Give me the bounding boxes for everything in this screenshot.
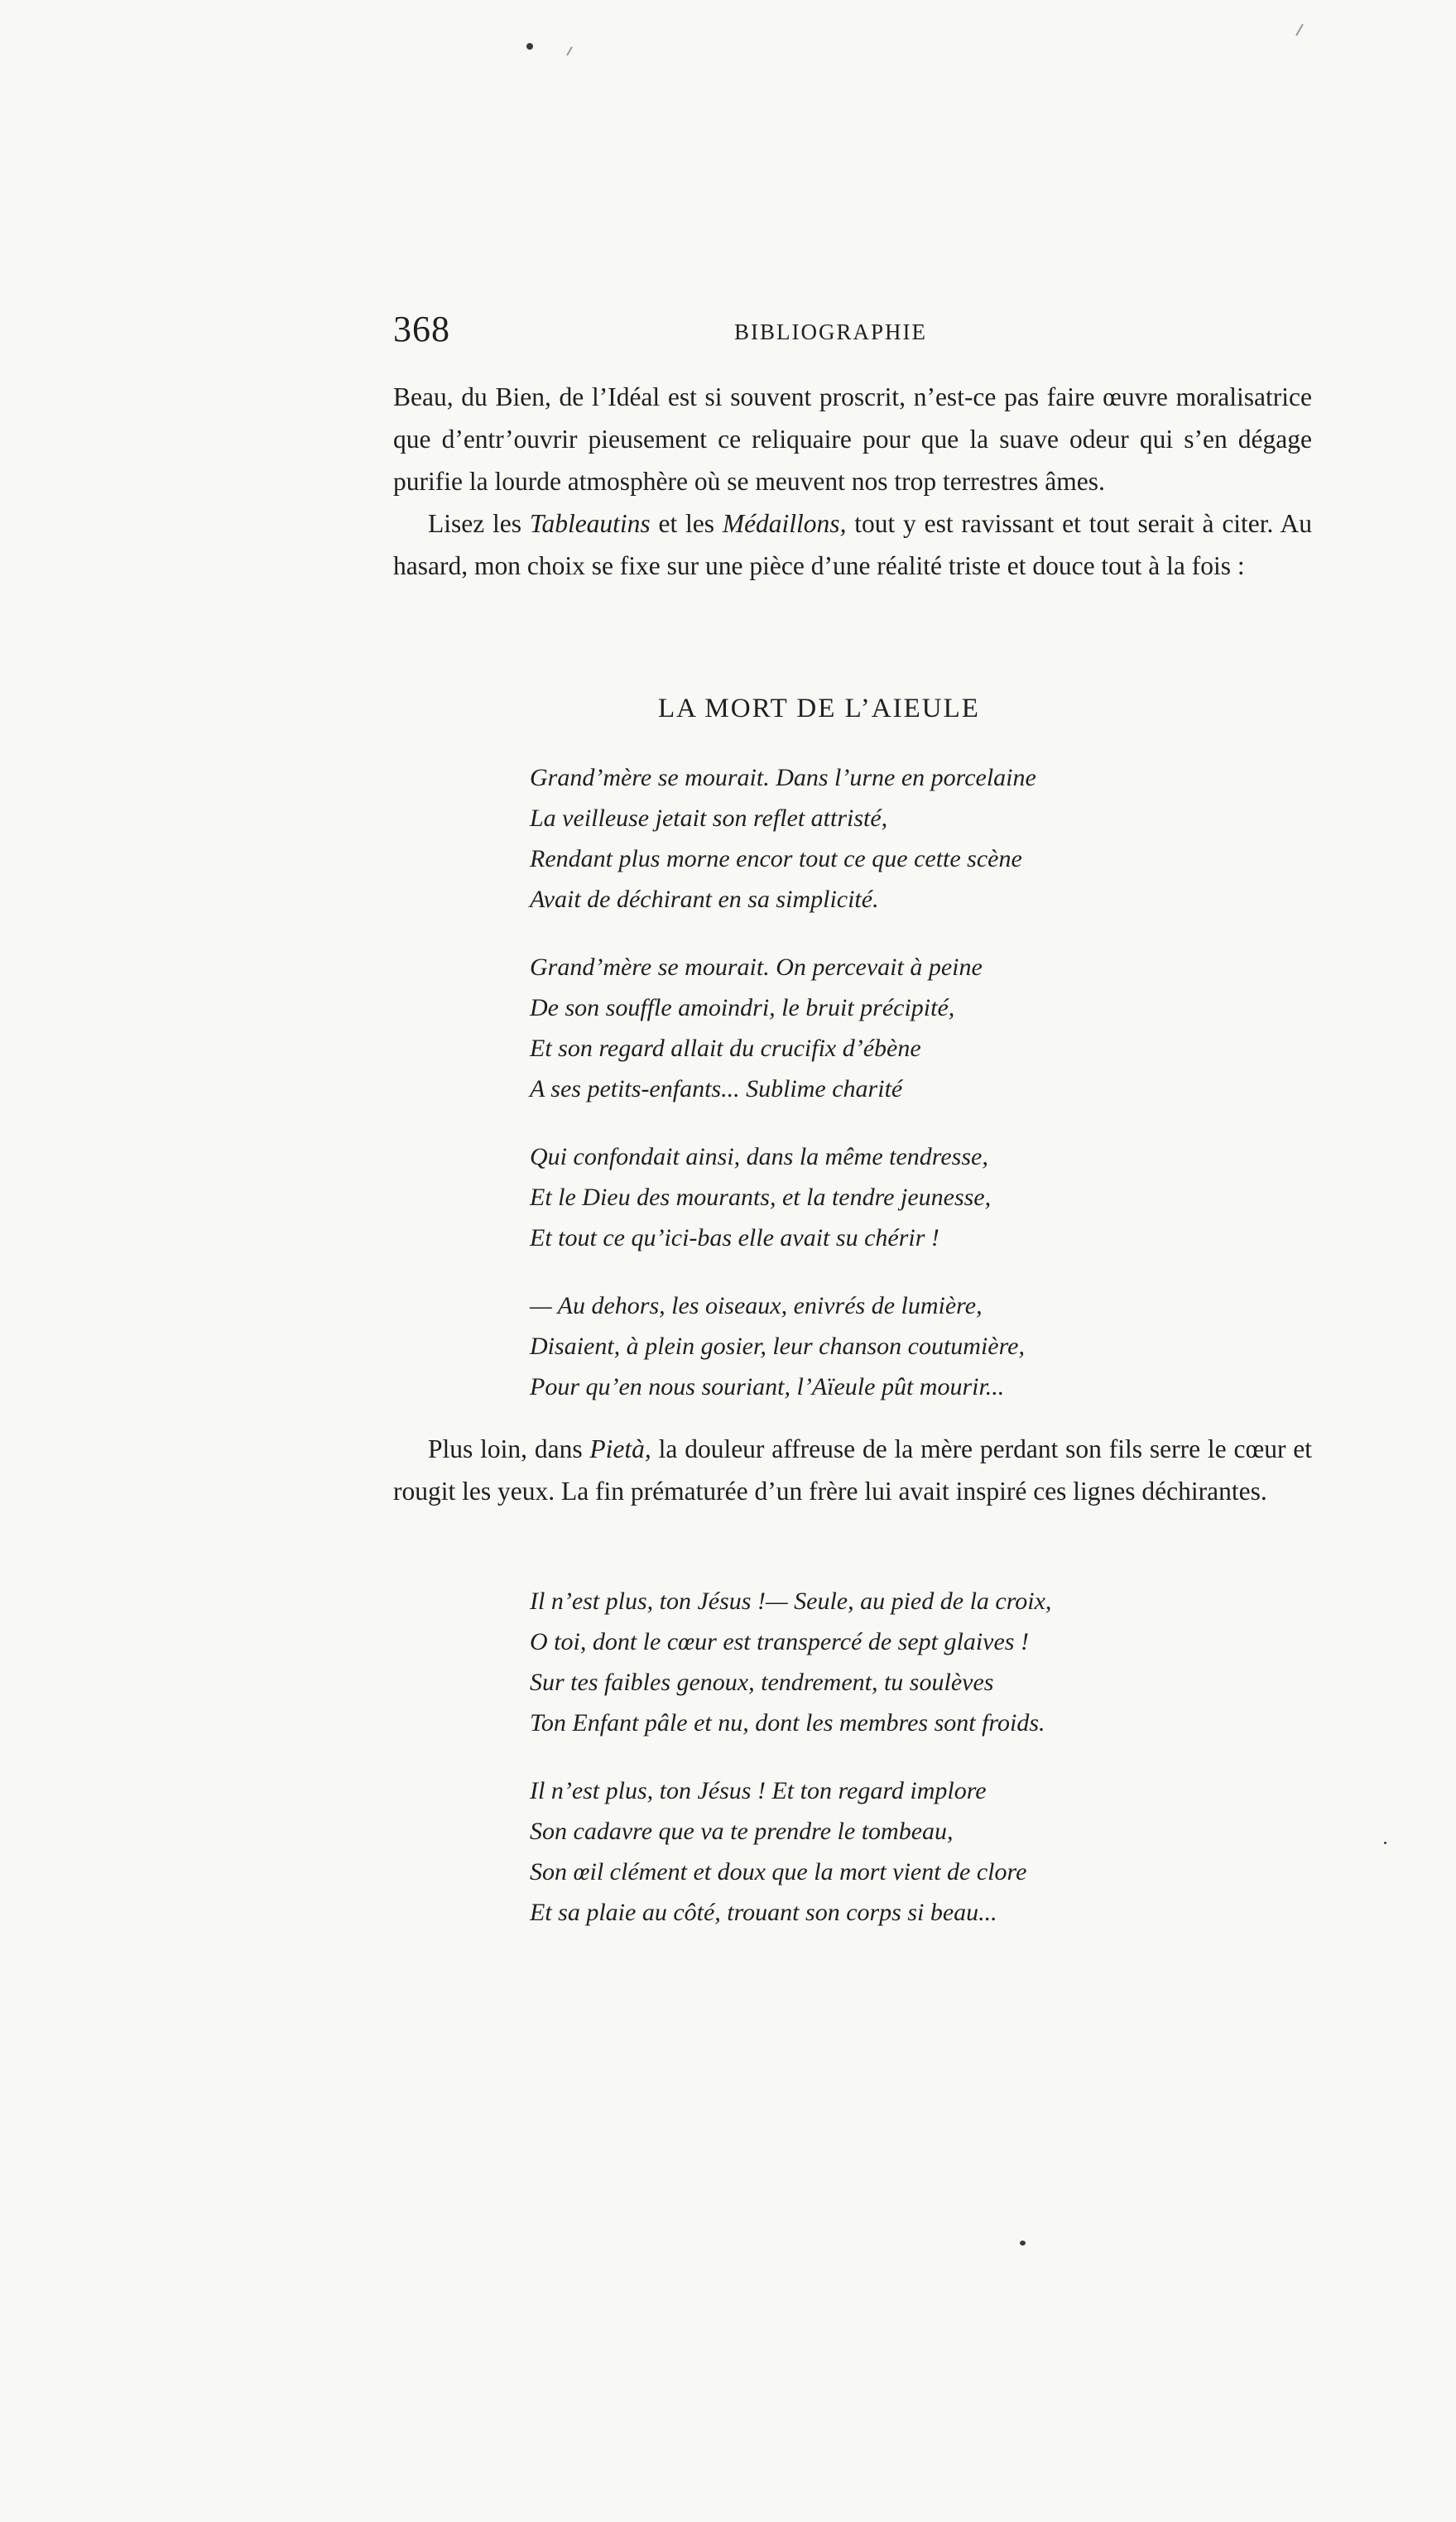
paper-scratch [566,46,573,55]
text-run: et les [650,509,723,538]
verse-line: Ton Enfant pâle et nu, dont les membres sont froids. [530,1709,1045,1737]
stanza [530,1136,1175,1258]
verse-line: Qui confondait ainsi, dans la même tendresse, [530,1143,988,1170]
verse-line: Avait de déchirant en sa simplicité. [530,886,879,913]
verse-line: Disaient, à plein gosier, leur chanson coutumière, [530,1333,1025,1360]
prose-block-middle [393,1428,1312,1512]
verse-line: Et le Dieu des mourants, et la tendre jeunesse, [530,1184,992,1211]
verse-line: Grand’mère se mourait. On percevait à peine [530,954,983,981]
book-title-medaillons: Médaillons, [722,509,847,538]
running-title: BIBLIOGRAPHIE [734,319,927,344]
plus-loin-paragraph [393,1428,1312,1512]
paper-scratch [1295,24,1304,36]
stanza [530,1581,1175,1743]
page-number: 368 [393,309,450,349]
text-run: Plus loin, dans [428,1434,590,1463]
verse-line: Sur tes faibles genoux, tendrement, tu soulèves [530,1669,994,1696]
ink-speck [1384,1842,1386,1844]
verse-line: Son œil clément et doux que la mort vient de clore [530,1858,1027,1885]
verse-line: Et son regard allait du crucifix d’ébène [530,1035,921,1062]
poem-pieta [530,1581,1175,1933]
verse-line: De son souffle amoindri, le bruit précipité, [530,994,955,1021]
stanza [530,947,1175,1109]
ink-speck [1020,2241,1026,2246]
verse-line: La veilleuse jetait son reflet attristé, [530,805,888,832]
stanza [530,1285,1175,1407]
poem-la-mort-de-laieule [530,757,1175,1407]
continuation-paragraph: Beau, du Bien, de l’Idéal est si souvent proscrit, n’est-ce pas faire œuvre moralisatrice que d’entr’ouvrir pieusement ce reliquaire pour que la suave odeur qui s’en dégage purifie la lourde atmosphère où se meuvent nos trop terrestres âmes. [393,382,1312,496]
ink-speck [526,43,533,50]
text-run: tout y est ravissant et tout serait à citer. Au hasard, mon choix se fixe sur une pièce d’une réalité triste et douce tout à la fois : [393,509,1312,580]
verse-line: — Au dehors, les oiseaux, enivrés de lumière, [530,1292,983,1319]
verse-line: Et tout ce qu’ici-bas elle avait su chérir ! [530,1224,939,1251]
verse-line: Rendant plus morne encor tout ce que cette scène [530,845,1022,872]
verse-line: Il n’est plus, ton Jésus !— Seule, au pied de la croix, [530,1588,1052,1615]
verse-line: Pour qu’en nous souriant, l’Aïeule pût mourir... [530,1373,1005,1400]
verse-line: Il n’est plus, ton Jésus ! Et ton regard implore [530,1777,987,1804]
stanza [530,1770,1175,1933]
stanza [530,757,1175,920]
prose-block-top [393,376,1312,587]
poem-title: LA MORT DE L’AIEULE [658,694,980,723]
text-run: Lisez les [428,509,530,538]
lisez-paragraph [393,502,1312,587]
verse-line: O toi, dont le cœur est transpercé de sept glaives ! [530,1628,1029,1655]
text-run: la douleur affreuse de la mère perdant son fils serre le cœur et rougit les yeux. La fin prématurée d’un frère lui avait inspiré ces lignes déchirantes. [393,1434,1312,1506]
book-title-pieta: Pietà, [589,1434,651,1463]
verse-line: Grand’mère se mourait. Dans l’urne en porcelaine [530,764,1036,791]
verse-line: Et sa plaie au côté, trouant son corps si beau... [530,1899,997,1926]
verse-line: A ses petits-enfants... Sublime charité [530,1075,903,1102]
book-title-tableautins: Tableautins [529,509,651,538]
verse-line: Son cadavre que va te prendre le tombeau, [530,1818,954,1845]
running-head [393,308,1320,358]
